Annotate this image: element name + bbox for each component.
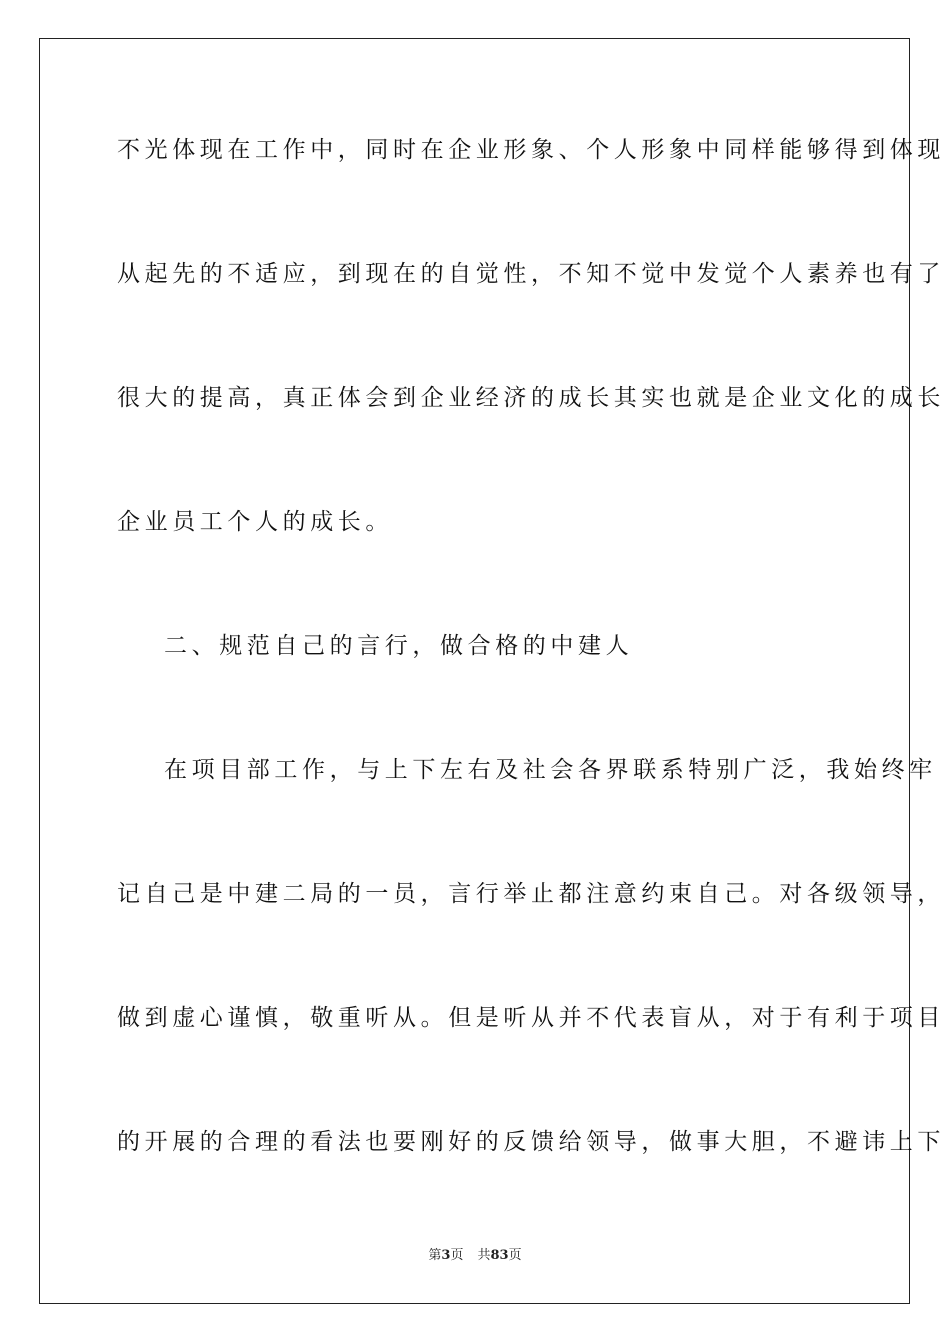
body-text-line: 很大的提高，真正体会到企业经济的成长其实也就是企业文化的成长 — [117, 385, 945, 411]
page-suffix: 页 — [450, 1248, 464, 1263]
section-heading: 二、规范自己的言行，做合格的中建人 — [164, 633, 634, 659]
body-text-line: 企业员工个人的成长。 — [117, 509, 393, 535]
body-text-line: 从起先的不适应，到现在的自觉性，不知不觉中发觉个人素养也有了 — [117, 261, 945, 287]
body-text-line: 做到虚心谨慎，敬重听从。但是听从并不代表盲从，对于有利于项目 — [117, 1005, 945, 1031]
page-border — [39, 38, 945, 1304]
body-text-line: 的开展的合理的看法也要刚好的反馈给领导，做事大胆，不避讳上下 — [117, 1129, 945, 1155]
page-number: 3 — [441, 1248, 451, 1263]
body-text-line: 不光体现在工作中，同时在企业形象、个人形象中同样能够得到体现 — [117, 137, 945, 163]
total-suffix: 页 — [508, 1248, 522, 1263]
page-prefix: 第 — [428, 1248, 442, 1263]
total-prefix: 共 — [477, 1248, 491, 1263]
paragraph-first-line: 在项目部工作，与上下左右及社会各界联系特别广泛，我始终牢 — [164, 757, 937, 783]
page-footer — [0, 1247, 950, 1265]
body-text-line: 记自己是中建二局的一员，言行举止都注意约束自己。对各级领导， — [117, 881, 945, 907]
total-pages: 83 — [490, 1248, 509, 1263]
